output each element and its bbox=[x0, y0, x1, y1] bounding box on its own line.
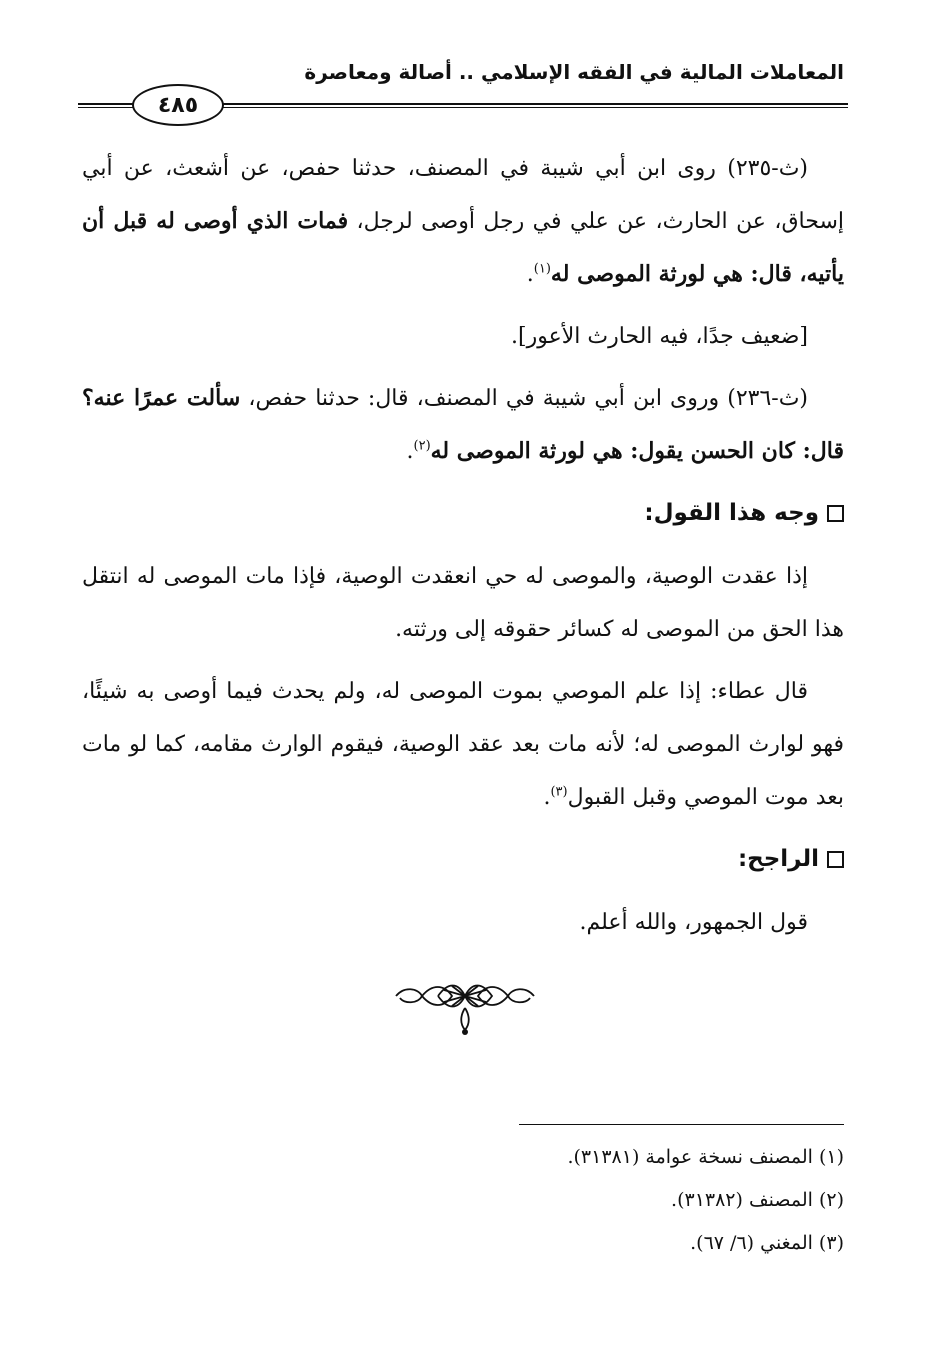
footnote-1: (١) المصنف نسخة عوامة (٣١٣٨١). bbox=[567, 1146, 844, 1168]
preferred-opinion: قول الجمهور، والله أعلم. bbox=[579, 910, 808, 935]
athar-235 bbox=[82, 142, 844, 301]
footnote-separator bbox=[519, 1124, 844, 1125]
athar-235-text: فمات الذي أوصى له قبل أن يأتيه، قال: هي لورثة الموصى له bbox=[82, 208, 844, 287]
reasoning-paragraph: إذا عقدت الوصية، والموصى له حي انعقدت الوصية، فإذا مات الموصى له انتقل هذا الحق من الموصى له كسائر حقوقه إلى ورثته. bbox=[82, 564, 844, 642]
heading-label: وجه هذا القول: bbox=[644, 500, 819, 526]
athar-236 bbox=[82, 372, 844, 478]
athar-235-end: . bbox=[526, 262, 534, 287]
ata-quote-end: . bbox=[543, 785, 551, 810]
athar-236-chain: (ث-٢٣٦) وروى ابن أبي شيبة في المصنف، قال: حدثنا حفص، bbox=[240, 386, 808, 411]
page-number-oval: ٤٨٥ bbox=[132, 84, 224, 126]
footnote-ref-3: (٣) bbox=[550, 784, 568, 800]
athar-236-text: سألت عمرًا عنه؟ قال: كان الحسن يقول: هي لورثة الموصى له bbox=[82, 385, 844, 464]
footnote-ref-2: (٢) bbox=[413, 438, 431, 454]
main-text bbox=[82, 142, 844, 958]
footnote-ref-1: (١) bbox=[533, 261, 551, 277]
section-heading-preferred bbox=[82, 833, 844, 886]
section-heading-reasoning bbox=[82, 487, 844, 540]
grading-note: [ضعيف جدًا، فيه الحارث الأعور]. bbox=[511, 324, 808, 349]
footnote-3: (٣) المغني (٦/ ٦٧). bbox=[690, 1232, 844, 1254]
ata-quote-paragraph bbox=[82, 665, 844, 824]
square-bullet-icon bbox=[827, 851, 844, 868]
ata-quote-text: قال عطاء: إذا علم الموصي بموت الموصى له، ولم يحدث فيما أوصى به شيئًا، فهو لوارث الموصى له؛ لأنه مات بعد عقد الوصية، فيقوم الوارث مقامه، كما لو مات بعد موت الموصي وقبل القبول bbox=[82, 679, 844, 810]
running-header-title: المعاملات المالية في الفقه الإسلامي .. أصالة ومعاصرة bbox=[304, 60, 844, 84]
footnotes bbox=[144, 1136, 844, 1265]
decorative-knot-ornament-icon bbox=[392, 974, 538, 1036]
athar-236-end: . bbox=[406, 439, 414, 464]
footnote-2: (٢) المصنف (٣١٣٨٢). bbox=[671, 1189, 844, 1211]
heading-label: الراجح: bbox=[737, 846, 819, 872]
square-bullet-icon bbox=[827, 505, 844, 522]
athar-235-chain: (ث-٢٣٥) روى ابن أبي شيبة في المصنف، حدثنا حفص، عن أشعث، عن أبي إسحاق، عن الحارث، عن علي في رجل أوصى لرجل، bbox=[82, 156, 844, 234]
